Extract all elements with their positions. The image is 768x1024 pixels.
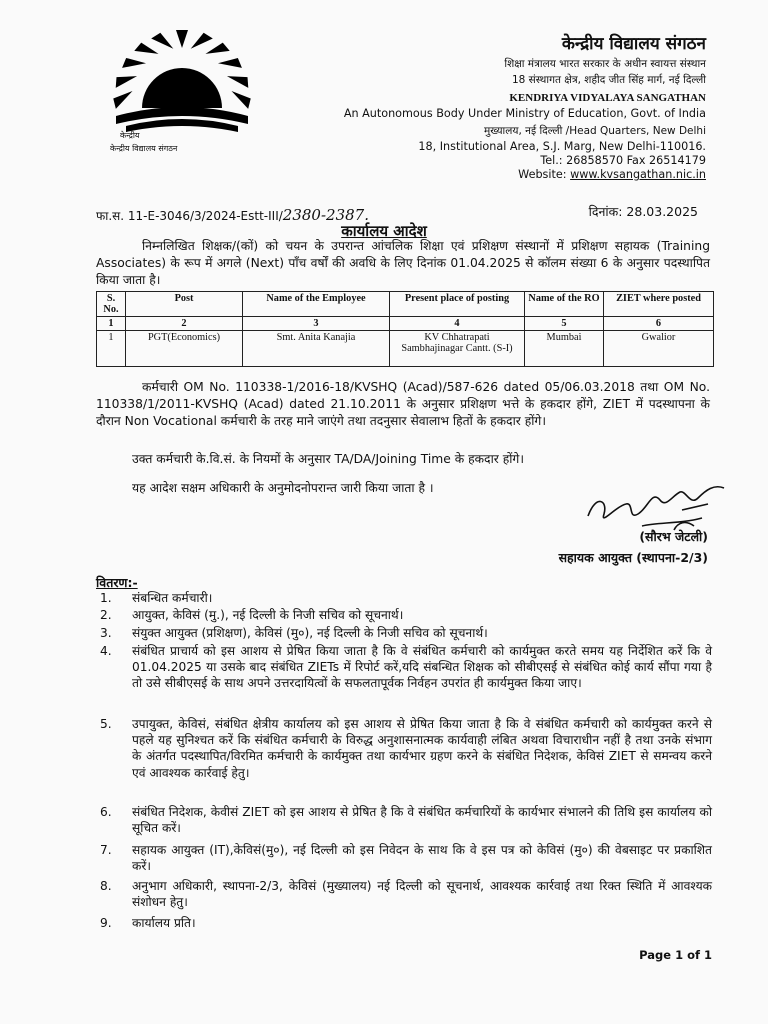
list-item bbox=[100, 716, 712, 781]
logo-caption-1: केन्द्रीय bbox=[120, 131, 140, 140]
header-tel: Tel.: 26858570 Fax 26514179 bbox=[540, 154, 706, 167]
intro-paragraph: निम्नलिखित शिक्षक/(कों) को चयन के उपरान्त आंचलिक शिक्षा एवं प्रशिक्षण संस्थानों में प्रशिक्षण सहायक (Training Associates) के रूप में अगले (Next) पाँच वर्षों की अवधि के लिए दिनांक 01.04.2025 से कॉलम संख्या 6 के अनुसार पदस्थापित किया जाता है। bbox=[96, 239, 710, 287]
signatory-name: (सौरभ जेटली) bbox=[639, 529, 708, 544]
header-line-hindi-4: मुख्यालय, नई दिल्ली /Head Quarters, New Delhi bbox=[484, 125, 706, 137]
col-number: 5 bbox=[525, 317, 604, 331]
list-item-number: 9. bbox=[100, 916, 112, 930]
list-item-number: 7. bbox=[100, 843, 112, 857]
ta-da-paragraph: उक्त कर्मचारी के.वि.सं. के नियमों के अनुसार TA/DA/Joining Time के हकदार होंगे। bbox=[132, 452, 525, 466]
approval-paragraph: यह आदेश सक्षम अधिकारी के अनुमोदनोपरान्त जारी किया जाता है । bbox=[132, 481, 434, 495]
website-link[interactable]: www.kvsangathan.nic.in bbox=[570, 168, 706, 181]
col-number: 6 bbox=[604, 317, 714, 331]
table-col-number-row bbox=[97, 317, 714, 331]
col-number: 2 bbox=[126, 317, 243, 331]
list-item bbox=[100, 625, 712, 641]
header-website bbox=[518, 168, 706, 181]
list-item bbox=[100, 590, 712, 606]
signatory-designation: सहायक आयुक्त (स्थापना-2/3) bbox=[558, 550, 708, 565]
cell-ziet: Gwalior bbox=[604, 331, 714, 367]
list-item-text: सहायक आयुक्त (IT),केविसं(मु०), नई दिल्ली को इस निवेदन के साथ कि वे इस पत्र को केविसं (मु०) की वेबसाइट पर प्रकाशित करें। bbox=[132, 843, 712, 874]
list-item-text: संबंधित निदेशक, केवीसं ZIET को इस आशय से प्रेषित है कि वे संबंधित कर्मचारियों के कार्यभार संभालने की तिथि इस कार्यालय को सूचित करें। bbox=[132, 805, 712, 836]
header-line-hindi-2: शिक्षा मंत्रालय भारत सरकार के अधीन स्वायत्त संस्थान bbox=[504, 58, 706, 70]
cell-post: PGT(Economics) bbox=[126, 331, 243, 367]
list-item-number: 8. bbox=[100, 879, 112, 893]
list-item-number: 6. bbox=[100, 805, 112, 819]
list-item-number: 4. bbox=[100, 644, 112, 658]
col-number: 1 bbox=[97, 317, 126, 331]
list-item-number: 5. bbox=[100, 717, 112, 731]
cell-ro: Mumbai bbox=[525, 331, 604, 367]
org-name-english: KENDRIYA VIDYALAYA SANGATHAN bbox=[509, 92, 706, 104]
logo-caption-2: केन्द्रीय विद्यालय संगठन bbox=[110, 144, 178, 153]
header-ro: Name of the RO bbox=[525, 292, 604, 317]
list-item bbox=[100, 804, 712, 836]
distribution-heading: वितरण:- bbox=[96, 575, 138, 590]
list-item-text: आयुक्त, केविसं (मु.), नई दिल्ली के निजी सचिव को सूचनार्थ। bbox=[132, 608, 404, 622]
header-employee-name: Name of the Employee bbox=[243, 292, 390, 317]
header-s-no: S. No. bbox=[97, 292, 126, 317]
list-item-number: 2. bbox=[100, 608, 112, 622]
list-item-text: संबन्धित कर्मचारी। bbox=[132, 591, 213, 605]
list-item-text: अनुभाग अधिकारी, स्थापना-2/3, केविसं (मुख्यालय) नई दिल्ली को सूचनार्थ, आवश्यक कार्रवाई तथा रिक्त स्थिति में आवश्यक संशोधन हेतु। bbox=[132, 879, 712, 910]
cell-s-no: 1 bbox=[97, 331, 126, 367]
list-item-text: संबंधित प्राचार्य को इस आशय से प्रेषित किया जाता है कि वे संबंधित कर्मचारी को कार्यमुक्त करते समय यह निर्देशित करें कि वे 01.04.2025 या उसके बाद संबंधित ZIETs में रिपोर्ट करें,यदि संबन्धित शिक्षक को सीबीएसई से संबंधित कोई कार्य सौंपा गया है तो उसे सीबीएसई के साथ अपने उत्तरदायित्वों के सफलतापूर्वक निर्वहन उपरांत ही कार्यमुक्त किया जाए। bbox=[132, 644, 712, 691]
table-row bbox=[97, 331, 714, 367]
list-item-number: 1. bbox=[100, 591, 112, 605]
list-item-text: कार्यालय प्रति। bbox=[132, 916, 196, 930]
kvs-logo bbox=[96, 28, 268, 178]
header-line-hindi-3: 18 संस्थागत क्षेत्र, शहीद जीत सिंह मार्ग, नई दिल्ली bbox=[511, 74, 706, 86]
list-item bbox=[100, 607, 712, 623]
org-name-hindi: केन्द्रीय विद्यालय संगठन bbox=[561, 34, 706, 54]
posting-table bbox=[96, 291, 714, 367]
order-title: कार्यालय आदेश bbox=[341, 222, 427, 240]
cell-employee-name: Smt. Anita Kanajia bbox=[243, 331, 390, 367]
col-number: 3 bbox=[243, 317, 390, 331]
header-line-english-2: An Autonomous Body Under Ministry of Education, Govt. of India bbox=[343, 107, 706, 120]
header-ziet: ZIET where posted bbox=[604, 292, 714, 317]
list-item bbox=[100, 842, 712, 874]
list-item bbox=[100, 878, 712, 910]
header-present-posting: Present place of posting bbox=[390, 292, 525, 317]
entitlement-paragraph: कर्मचारी OM No. 110338-1/2016-18/KVSHQ (Acad)/587-626 dated 05/06.03.2018 तथा OM No. 110338/1/2011-KVSHQ (Acad) dated 21.10.2011 के अनुसार प्रशिक्षण भत्ते के हकदार होंगे, ZIET में पदस्थापना के दौरान Non Vocational कर्मचारी के तरह माने जाएंगे तथा तदनुसार सेवालाभ हितों के हकदार होंगे। bbox=[96, 380, 710, 428]
website-label: Website: bbox=[518, 168, 571, 181]
cell-present-posting: KV Chhatrapati Sambhajinagar Cantt. (S-I) bbox=[390, 331, 525, 367]
order-date: दिनांक: 28.03.2025 bbox=[588, 204, 698, 219]
list-item-number: 3. bbox=[100, 626, 112, 640]
header-address: 18, Institutional Area, S.J. Marg, New Delhi-110016. bbox=[418, 140, 706, 153]
list-item bbox=[100, 915, 712, 931]
col-number: 4 bbox=[390, 317, 525, 331]
file-number-handwritten: 2380-2387. bbox=[282, 206, 369, 224]
list-item-text: संयुक्त आयुक्त (प्रशिक्षण), केविसं (मु०), नई दिल्ली के निजी सचिव को सूचनार्थ। bbox=[132, 626, 488, 640]
header-post: Post bbox=[126, 292, 243, 317]
list-item-text: उपायुक्त, केविसं, संबंधित क्षेत्रीय कार्यालय को इस आशय से प्रेषित किया जाता है कि वे संबंधित कर्मचारी को कार्यमुक्त करने से पहले यह सुनिश्चत करें कि संबंधित कर्मचारी के विरुद्ध अनुशासनात्मक कार्यवाही लंबित अथवा विचाराधीन नहीं है तथा उनके संभाग के अंतर्गत पदस्थापित/विरमित कर्मचारी के कार्यमुक्त तथा कार्यभार ग्रहण करने के संबंधित निदेशक, केविसं ZIET से समन्वय करने एवं आवश्यक कार्रवाई हेतु। bbox=[132, 717, 712, 780]
table-header-row bbox=[97, 292, 714, 317]
page-number: Page 1 of 1 bbox=[639, 948, 712, 962]
file-number-printed: फा.स. 11-E-3046/3/2024-Estt-III/ bbox=[96, 209, 283, 223]
list-item bbox=[100, 643, 712, 692]
